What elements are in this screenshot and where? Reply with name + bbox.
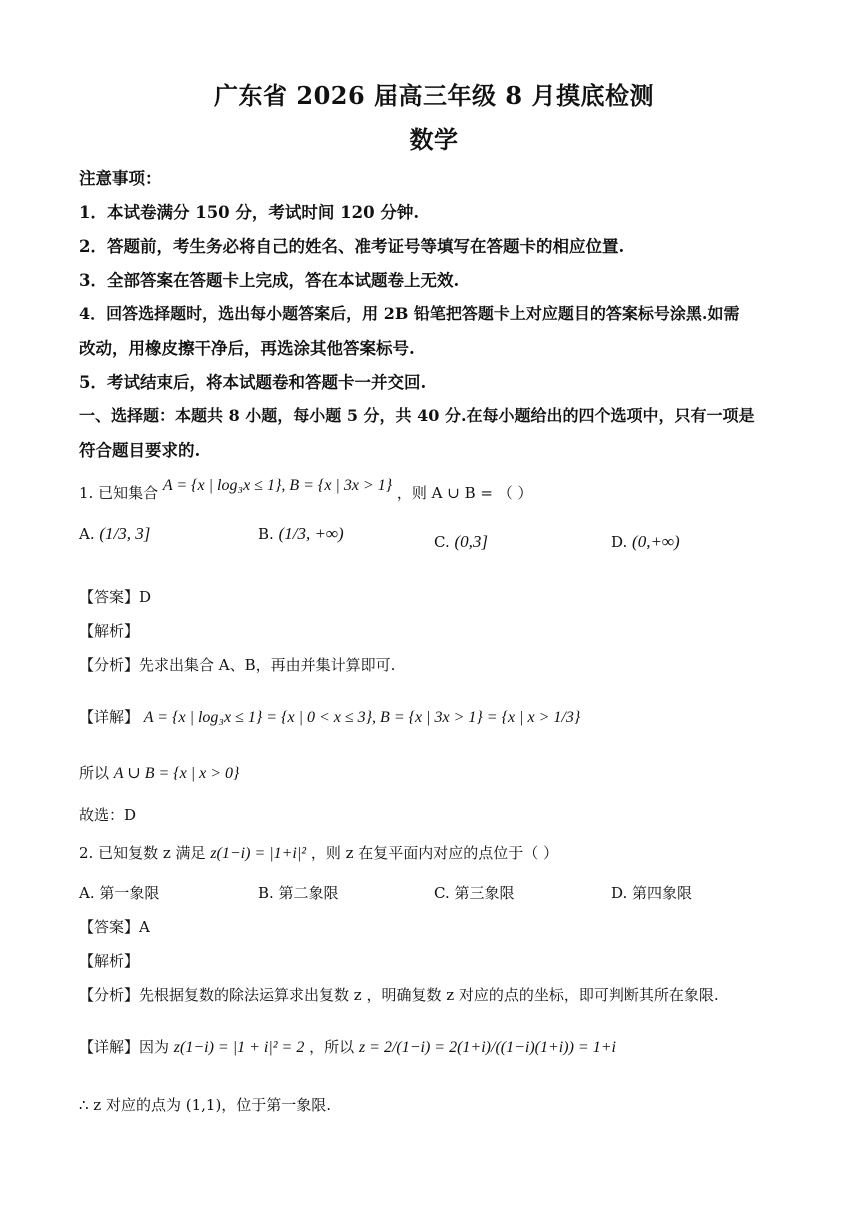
notice-heading: 注意事项：: [79, 169, 162, 188]
q1-option-d: D. (0,+∞): [611, 532, 680, 551]
q1-option-a-math: (1/3, 3]: [99, 524, 151, 543]
q2-detail: 【详解】因为 z(1−i) = |1 + i|² = 2 ，所以 z = 2/(1−i) = 2(1+i)/((1−i)(1+i)) = 1+i: [79, 1038, 616, 1056]
notice-item-2: 2．答题前，考生务必将自己的姓名、准考证号等填写在答题卡的相应位置.: [79, 237, 625, 256]
q2-answer: 【答案】A: [79, 918, 150, 936]
q1-stem-math: A = {x | log₃x ≤ 1}, B = {x | 3x > 1}: [162, 477, 393, 494]
q2-analysis-label: 【解析】: [79, 952, 140, 970]
notice-item-1: 1．本试卷满分 150 分，考试时间 120 分钟.: [79, 203, 420, 222]
q2-option-d: D. 第四象限: [611, 884, 693, 902]
q1-option-d-math: (0,+∞): [632, 532, 680, 551]
notice-item-5: 5．考试结束后，将本试题卷和答题卡一并交回.: [79, 373, 427, 392]
q1-answer: 【答案】D: [79, 588, 152, 606]
q1-choice: 故选：D: [79, 806, 137, 824]
q1-analysis: 【分析】先求出集合 A、B，再由并集计算即可.: [79, 656, 396, 674]
q1-prefix: 1. 已知集合: [79, 484, 159, 502]
q2-stem-math: z(1−i) = |1+i|²: [210, 845, 307, 862]
q1-option-a: A. (1/3, 3]: [79, 524, 151, 543]
notice-item-3: 3．全部答案在答题卡上完成，答在本试题卷上无效.: [79, 271, 460, 290]
q2-option-c: C. 第三象限: [434, 884, 515, 902]
q2-option-b: B. 第二象限: [258, 884, 339, 902]
q2-stem: 2. 已知复数 z 满足 z(1−i) = |1+i|² ，则 z 在复平面内对应的点位于（ ）: [79, 844, 559, 862]
q1-analysis-label: 【解析】: [79, 622, 140, 640]
section-heading-cont: 符合题目要求的.: [79, 441, 201, 460]
q1-detail: 【详解】 A = {x | log₃x ≤ 1} = {x | 0 < x ≤ 3}, B = {x | 3x > 1} = {x | x > 1/3}: [79, 708, 581, 726]
q1-therefore: 所以 A ∪ B = {x | x > 0}: [79, 764, 240, 782]
q1-suffix: ，则 A ∪ B = （ ）: [396, 484, 533, 502]
exam-subject: 数学: [409, 125, 459, 154]
q1-option-c-math: (0,3]: [454, 532, 489, 551]
q2-conclusion: ∴ z 对应的点为 (1,1)，位于第一象限.: [79, 1096, 332, 1114]
q1-detail-math: A = {x | log₃x ≤ 1} = {x | 0 < x ≤ 3}, B = {x | 3x > 1} = {x | x > 1/3}: [143, 709, 581, 726]
q1-option-b-math: (1/3, +∞): [278, 524, 344, 543]
q1-option-c: C. (0,3]: [434, 532, 489, 551]
q2-detail-math-1: z(1−i) = |1 + i|² = 2: [173, 1039, 305, 1056]
q2-analysis: 【分析】先根据复数的除法运算求出复数 z ，明确复数 z 对应的点的坐标，即可判断其所在象限.: [79, 986, 719, 1004]
exam-title: 广东省 2026 届高三年级 8 月摸底检测: [214, 81, 654, 110]
q2-option-a: A. 第一象限: [79, 884, 160, 902]
q1-stem: [79, 477, 533, 503]
q1-option-b: B. (1/3, +∞): [258, 524, 344, 543]
notice-item-4: 4．回答选择题时，选出每小题答案后，用 2B 铅笔把答题卡上对应题目的答案标号涂黑.如需: [79, 304, 740, 323]
notice-item-4-cont: 改动，用橡皮擦干净后，再选涂其他答案标号.: [79, 339, 415, 358]
q2-detail-math-2: z = 2/(1−i) = 2(1+i)/((1−i)(1+i)) = 1+i: [358, 1039, 616, 1056]
section-heading: 一、选择题：本题共 8 小题，每小题 5 分，共 40 分.在每小题给出的四个选项中，只有一项是: [79, 406, 755, 425]
q1-therefore-math: A ∪ B = {x | x > 0}: [113, 765, 240, 782]
